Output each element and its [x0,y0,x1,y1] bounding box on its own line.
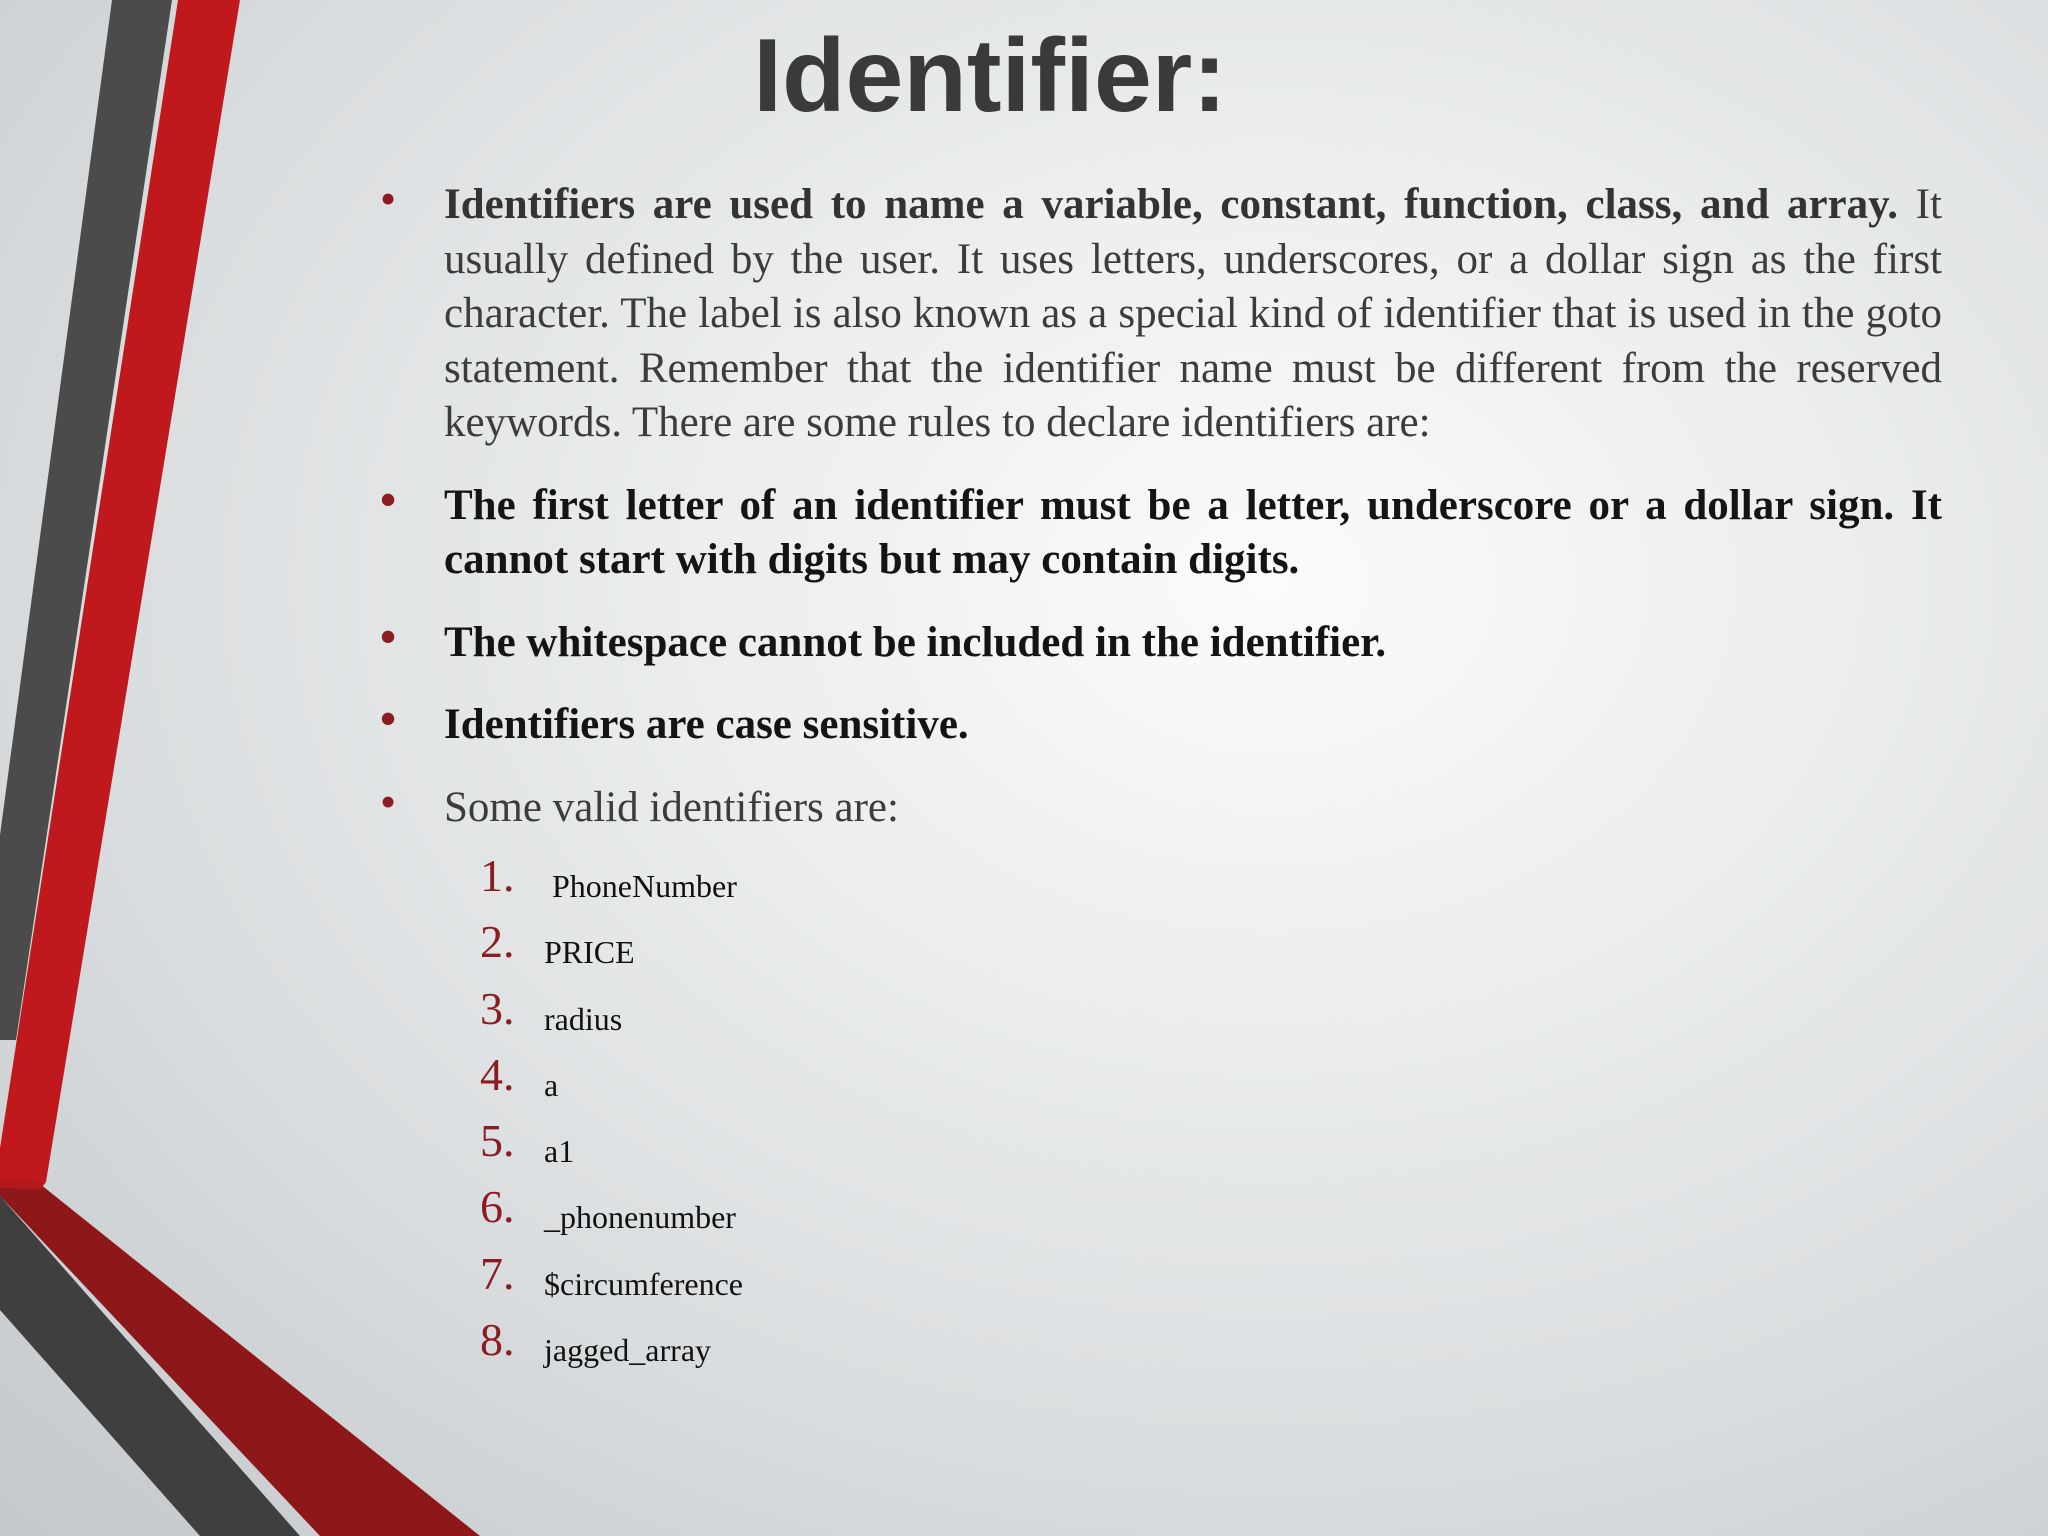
bullet-icon: • [380,473,397,525]
bullet-text: The whitespace cannot be included in the identifier. [444,618,1387,666]
list-item [480,1182,1942,1248]
list-number: 1. [480,850,515,901]
identifier-name: jagged_array [544,1332,712,1369]
list-item [480,1116,1942,1182]
identifier-name: $circumference [544,1265,743,1302]
list-item [480,851,1942,917]
list-item [480,984,1942,1050]
identifier-name: PhoneNumber [552,868,737,904]
slide-title: Identifier: [753,18,1227,134]
list-item [480,1315,1942,1381]
bullet-icon: • [380,610,397,662]
bullet-item-first-letter-rule [380,473,1942,588]
dark-gray-diagonal [0,1196,300,1536]
bullet-text: Identifiers are case sensitive. [444,701,969,748]
bullet-text: The first letter of an identifier must be a letter, underscore or a dollar sign. It cannot start with digits but may contain digits. [444,481,1942,583]
bullet-list [380,173,1943,835]
list-number: 7. [480,1247,515,1299]
identifier-name: _phonenumber [544,1199,736,1236]
identifier-name: PRICE [544,934,635,971]
list-number: 8. [480,1314,515,1366]
list-number: 2. [480,916,515,968]
identifier-name: a [544,1066,559,1103]
list-item [480,1050,1942,1116]
bullet-icon: • [380,693,397,744]
bullet-text: Some valid identifiers are: [444,783,899,831]
bullet-icon: • [380,173,397,224]
identifier-name: a1 [544,1133,575,1170]
bullet-item-whitespace-rule [380,610,1942,671]
red-junction [0,1178,46,1190]
bullet-item-case-rule [380,693,1942,753]
bullet-lead-text: Identifiers are used to name a variable, constant, function, class, and array. [444,181,1899,228]
bullet-icon: • [380,775,397,827]
bullet-item-valid-intro [380,775,1942,836]
list-item [480,917,1942,983]
list-number: 3. [480,982,515,1034]
list-number: 4. [480,1048,515,1100]
list-number: 5. [480,1115,515,1167]
gray-stripe [0,0,172,1040]
red-stripe [0,0,240,1182]
bullet-item-definition [380,173,1943,451]
slide-content [380,173,1943,1381]
bullet-body-text: It usually defined by the user. It uses letters, underscores, or a dollar sign as the first character. The label is also known as a special kind of identifier that is used in the goto statement. Remember that the identifier name must be different from the reserved keywords. There are some rules to declare identifiers are: [444,181,1943,446]
list-number: 6. [480,1181,515,1233]
list-item [480,1249,1942,1315]
identifier-name: radius [544,1000,623,1037]
valid-identifiers-list [380,851,1942,1381]
